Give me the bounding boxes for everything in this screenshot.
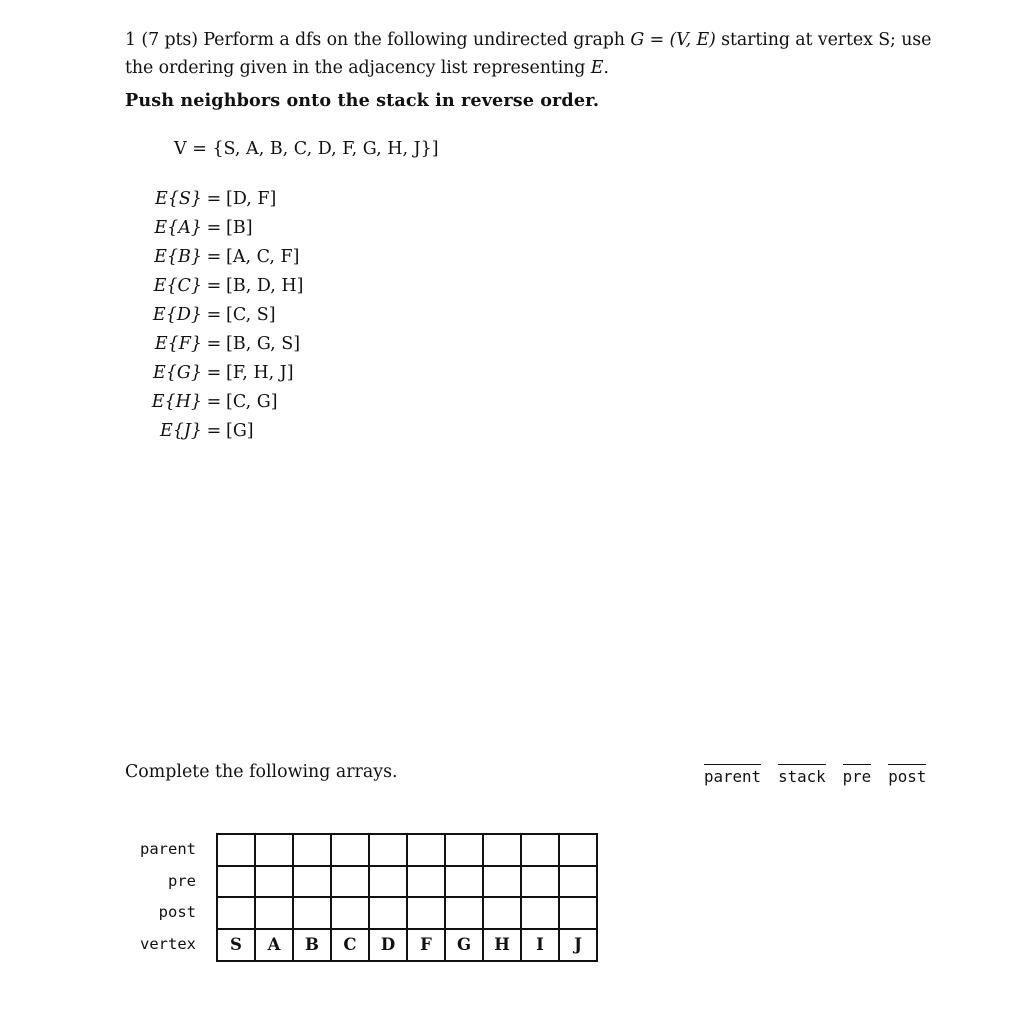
parent-cell[interactable] [255, 834, 293, 866]
vertex-cell: I [521, 929, 559, 961]
pre-cell[interactable] [407, 866, 445, 898]
pre-cell[interactable] [559, 866, 597, 898]
adjacency-value: [G] [226, 421, 254, 441]
adjacency-value: [B, D, H] [226, 276, 304, 296]
vertex-cell: S [217, 929, 255, 961]
vertex-cell: B [293, 929, 331, 961]
complete-arrays-label: Complete the following arrays. [125, 762, 398, 782]
post-cell[interactable] [445, 897, 483, 929]
pre-cell[interactable] [331, 866, 369, 898]
adjacency-row-g [120, 359, 303, 388]
vertex-cell: F [407, 929, 445, 961]
parent-cell[interactable] [407, 834, 445, 866]
adjacency-key: E{H} [151, 392, 202, 412]
adjacency-equals: = [206, 189, 222, 209]
post-cell[interactable] [293, 897, 331, 929]
adjacency-value: [B, G, S] [226, 334, 301, 354]
vertex-set: V = {S, A, B, C, D, F, G, H, J}] [174, 139, 439, 159]
row-label-post: post [158, 903, 196, 922]
adjacency-equals: = [206, 305, 222, 325]
adjacency-value: [D, F] [226, 189, 277, 209]
graph-symbol: G [630, 30, 645, 50]
vertex-cell: G [445, 929, 483, 961]
problem-text-after: starting at vertex S; use the ordering given in the adjacency list representing [125, 30, 932, 78]
vertex-row [217, 929, 597, 961]
adjacency-equals: = [206, 218, 222, 238]
adjacency-row-j [120, 417, 303, 446]
adjacency-row-a [120, 214, 303, 243]
adjacency-key: E{S} [154, 189, 202, 209]
adjacency-equals: = [206, 276, 222, 296]
adjacency-key: E{F} [154, 334, 202, 354]
parent-cell[interactable] [483, 834, 521, 866]
problem-statement [125, 26, 950, 82]
legend-parent: parent [704, 764, 761, 786]
adjacency-equals: = [206, 363, 222, 383]
instruction: Push neighbors onto the stack in reverse order. [125, 90, 600, 111]
problem-number: 1 [125, 30, 136, 50]
post-cell[interactable] [255, 897, 293, 929]
array-row-labels [120, 834, 196, 961]
pre-cell[interactable] [445, 866, 483, 898]
adjacency-row-c [120, 272, 303, 301]
vertex-cell: H [483, 929, 521, 961]
post-cell[interactable] [521, 897, 559, 929]
parent-cell[interactable] [293, 834, 331, 866]
pre-cell[interactable] [483, 866, 521, 898]
equals-sign: = [649, 30, 665, 50]
post-row [217, 897, 597, 929]
pre-cell[interactable] [369, 866, 407, 898]
problem-text-before: Perform a dfs on the following undirected graph [203, 30, 625, 50]
parent-cell[interactable] [521, 834, 559, 866]
adjacency-row-h [120, 388, 303, 417]
problem-points: (7 pts) [141, 30, 198, 50]
post-cell[interactable] [369, 897, 407, 929]
adjacency-key: E{C} [153, 276, 202, 296]
adjacency-row-f [120, 330, 303, 359]
pre-cell[interactable] [521, 866, 559, 898]
post-cell[interactable] [407, 897, 445, 929]
post-cell[interactable] [217, 897, 255, 929]
adjacency-value: [C, S] [226, 305, 276, 325]
adjacency-equals: = [206, 421, 222, 441]
adjacency-key: E{G} [152, 363, 202, 383]
vertex-cell: D [369, 929, 407, 961]
legend-post: post [888, 764, 926, 786]
adjacency-value: [C, G] [226, 392, 278, 412]
adjacency-key: E{J} [159, 421, 202, 441]
adjacency-value: [B] [226, 218, 253, 238]
vertex-cell: A [255, 929, 293, 961]
legend-pre: pre [843, 764, 872, 786]
adjacency-row-s [120, 185, 303, 214]
post-cell[interactable] [559, 897, 597, 929]
adjacency-equals: = [206, 334, 222, 354]
row-label-pre: pre [168, 871, 196, 890]
post-cell[interactable] [331, 897, 369, 929]
adjacency-value: [A, C, F] [226, 247, 300, 267]
parent-row [217, 834, 597, 866]
vertex-cell: J [559, 929, 597, 961]
edge-symbol: E [590, 58, 604, 78]
arrays-table [216, 833, 598, 962]
adjacency-equals: = [206, 247, 222, 267]
vertex-cell: C [331, 929, 369, 961]
adjacency-row-b [120, 243, 303, 272]
parent-cell[interactable] [369, 834, 407, 866]
adjacency-equals: = [206, 392, 222, 412]
row-label-vertex: vertex [140, 935, 196, 954]
pre-cell[interactable] [293, 866, 331, 898]
adjacency-key: E{A} [154, 218, 202, 238]
post-cell[interactable] [483, 897, 521, 929]
adjacency-key: E{D} [152, 305, 202, 325]
adjacency-list [120, 185, 303, 446]
pre-cell[interactable] [255, 866, 293, 898]
parent-cell[interactable] [217, 834, 255, 866]
array-legend [704, 764, 926, 786]
graph-tuple: (V, E) [669, 30, 716, 50]
adjacency-row-d [120, 301, 303, 330]
period: . [603, 58, 609, 78]
parent-cell[interactable] [559, 834, 597, 866]
pre-row [217, 866, 597, 898]
adjacency-key: E{B} [154, 247, 202, 267]
adjacency-value: [F, H, J] [226, 363, 294, 383]
parent-cell[interactable] [331, 834, 369, 866]
row-label-parent: parent [140, 840, 196, 858]
legend-stack: stack [778, 764, 826, 786]
parent-cell[interactable] [445, 834, 483, 866]
pre-cell[interactable] [217, 866, 255, 898]
